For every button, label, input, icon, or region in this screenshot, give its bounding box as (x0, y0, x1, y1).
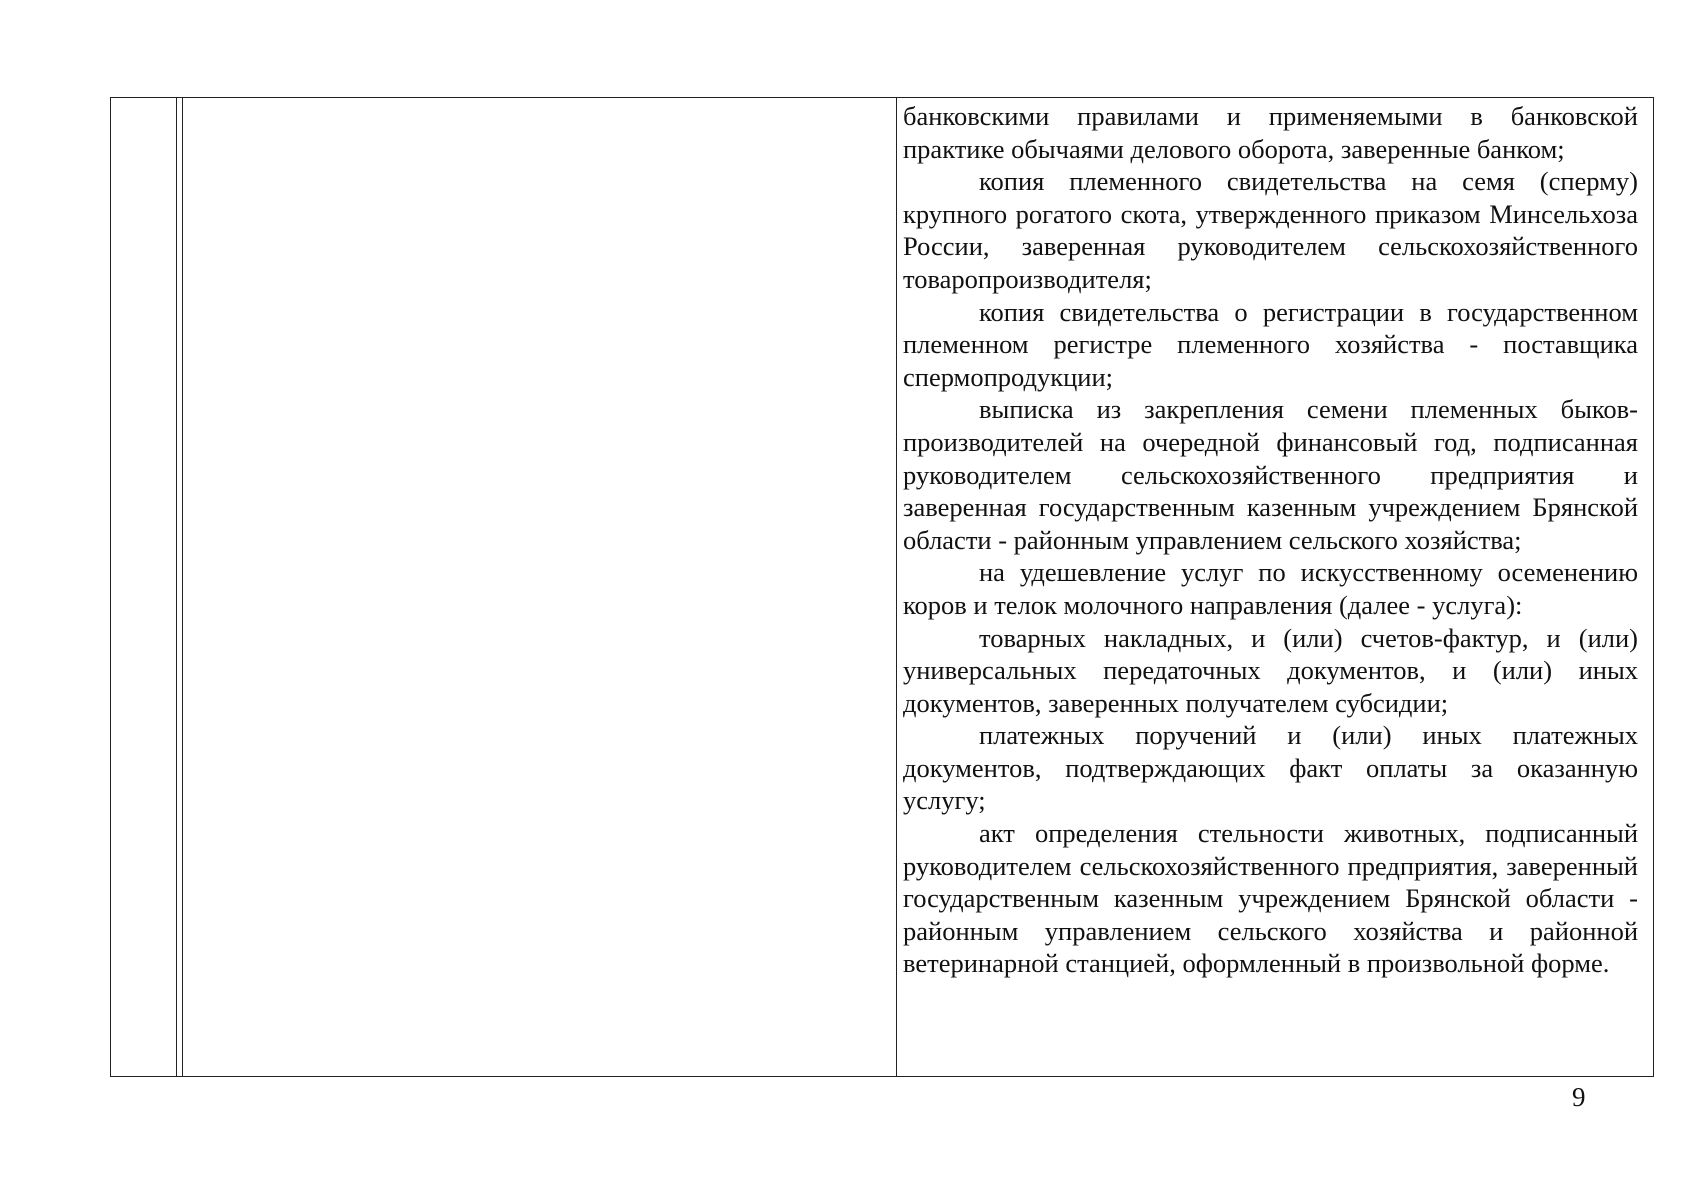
paragraph: на удешевление услуг по искусственному осеменению коров и телок молочного направления (далее - услуга): (903, 557, 1638, 620)
document-table (110, 97, 1654, 1077)
page-number: 9 (1572, 1082, 1586, 1112)
paragraph: выписка из закрепления семени племенных быков-производителей на очередной финансовый год, подписанная руководителем сельскохозяйственного предприятия и заверенная государственным казенным учреждением Брянской области - районным управлением сельского хозяйства; (903, 394, 1638, 555)
paragraph: платежных поручений и (или) иных платежных документов, подтверждающих факт оплаты за оказанную услугу; (903, 720, 1638, 816)
paragraph: акт определения стельности животных, подписанный руководителем сельскохозяйственного предприятия, заверенный государственным казенным учреждением Брянской области - районным управлением сельского хозяйства и районной ветеринарной станцией, оформленный в произвольной форме. (903, 818, 1638, 979)
table-column-divider (176, 98, 177, 1076)
paragraph: товарных накладных, и (или) счетов-фактур, и (или) универсальных передаточных документов, и (или) иных документов, заверенных получателем субсидии; (903, 622, 1638, 718)
paragraph: банковскими правилами и применяемыми в банковской практике обычаями делового оборота, заверенные банком; (903, 101, 1638, 164)
paragraph: копия племенного свидетельства на семя (сперму) крупного рогатого скота, утвержденного приказом Минсельхоза России, заверенная руководителем сельскохозяйственного товаропроизводителя; (903, 166, 1638, 294)
table-column-divider (182, 98, 183, 1076)
table-column-divider (896, 98, 897, 1076)
table-cell-text (903, 100, 1638, 980)
paragraph: копия свидетельства о регистрации в государственном племенном регистре племенного хозяйства - поставщика спермопродукции; (903, 296, 1638, 392)
